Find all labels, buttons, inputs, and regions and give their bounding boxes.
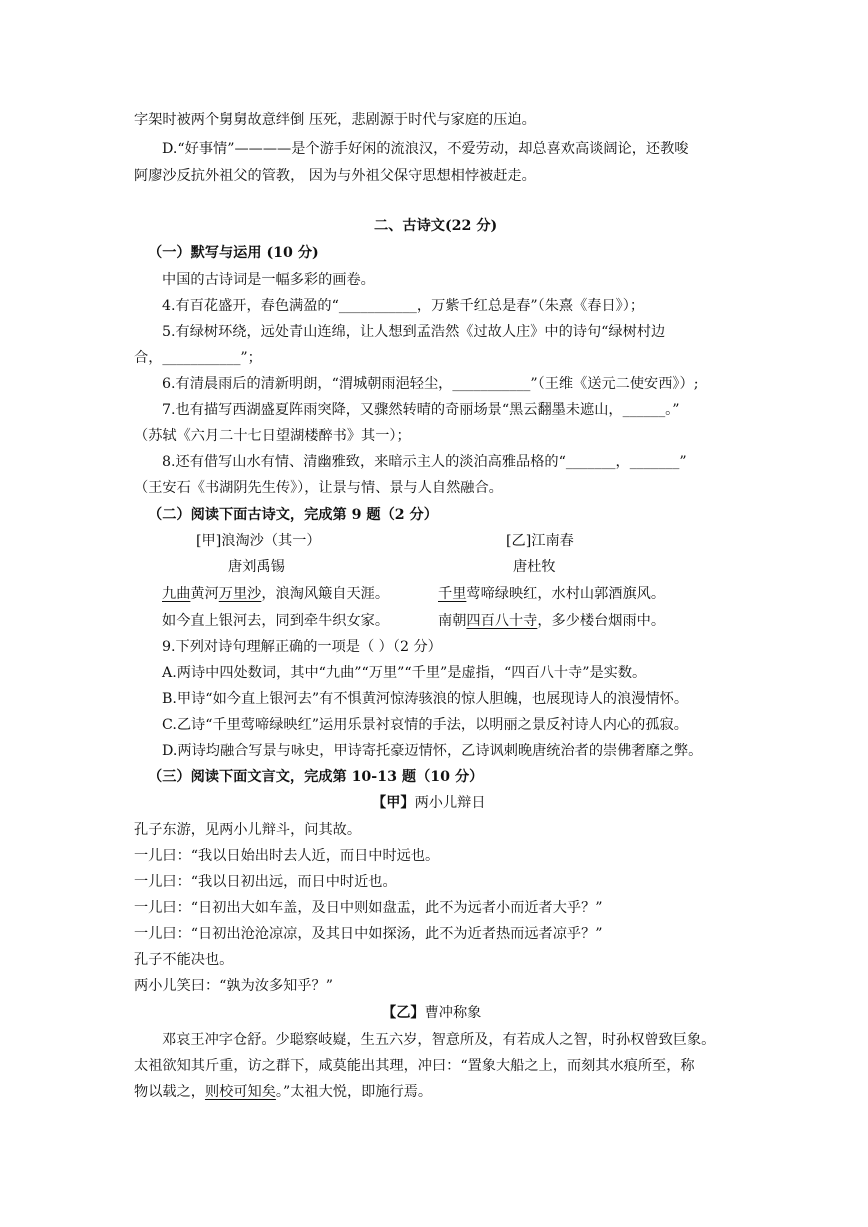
underlined-numeral: 千里 xyxy=(438,586,467,602)
text-b-line-3 xyxy=(134,1082,432,1102)
underlined-phrase: 则校可知矣 xyxy=(204,1084,276,1100)
text-a-mark: 【甲】 xyxy=(372,795,415,811)
text-a-line: 一儿曰：“我以日始出时去人近，而日中时远也。 xyxy=(134,848,440,864)
question-9: 9.下列对诗句理解正确的一项是（ ）（2 分） xyxy=(162,639,442,655)
underlined-numeral: 九曲 xyxy=(162,586,191,602)
option-a: A.两诗中四处数词，其中“九曲”“万里”“千里”是虚指，“四百八十寺”是实数。 xyxy=(162,665,647,681)
option-d: D.两诗均融合写景与咏史，甲诗寄托豪迈情怀，乙诗讽刺晚唐统治者的崇佛奢靡之弊。 xyxy=(162,743,703,759)
text-a-line: 一儿曰：“我以日初出远，而日中时近也。 xyxy=(134,874,397,890)
question-7-line-2: （苏轼《六月二十七日望湖楼醉书》其一）； xyxy=(134,428,411,444)
text-a-line: 孔子东游，见两小儿辩斗，问其故。 xyxy=(134,822,362,838)
underlined-numeral: 四百八十寺 xyxy=(466,613,538,629)
text-a-title-text: 两小儿辩日 xyxy=(414,795,486,811)
question-8-line-1: 8.还有借写山水有情、清幽雅致，来暗示主人的淡泊高雅品格的“_______，_______” xyxy=(162,454,687,470)
poem-b-line-1 xyxy=(438,584,665,604)
text-b-mark: 【乙】 xyxy=(382,1005,425,1021)
option-c: C.乙诗“千里莺啼绿映红”运用乐景衬哀情的手法，以明丽之景反衬诗人内心的孤寂。 xyxy=(162,717,688,733)
poem-text: ，浪淘风簸自天涯。 xyxy=(261,586,390,602)
text-a-line: 孔子不能决也。 xyxy=(134,952,234,968)
poem-text: 黄河 xyxy=(190,586,219,602)
option-d-line: D.“好事情”————是个游手好闲的流浪汉，不爱劳动，却总喜欢高谈阔论，还教唆 xyxy=(162,141,689,157)
question-5-line-2: 合，___________”； xyxy=(134,350,262,366)
question-7-line-1: 7.也有描写西湖盛夏阵雨突降，又骤然转晴的奇丽场景“黑云翻墨未遮山，______。” xyxy=(162,402,680,418)
continuation-line-1: 字架时被两个舅舅故意绊倒 压死，悲剧源于时代与家庭的压迫。 xyxy=(134,112,536,128)
part2-heading: （二）阅读下面古诗文，完成第 9 题（2 分） xyxy=(148,507,438,523)
section-title: 二、古诗文(22 分) xyxy=(374,218,498,234)
text-b-line-1: 邓哀王冲字仓舒。少聪察岐嶷，生五六岁，智意所及，有若成人之智，时孙权曾致巨象。 xyxy=(162,1032,716,1048)
question-4: 4.有百花盛开，春色满盈的“___________，万紫千红总是春”（朱熹《春日》）； xyxy=(162,298,645,314)
text-b-line-2: 太祖欲知其斤重，访之群下，咸莫能出其理，冲曰：“置象大船之上，而刻其水痕所至，称 xyxy=(134,1058,695,1074)
text-a-line: 一儿曰：“日初出大如车盖，及日中则如盘盂，此不为远者小而近者大乎？” xyxy=(134,900,603,916)
poem-a-author: 唐刘禹锡 xyxy=(228,559,285,575)
poem-text: 莺啼绿映红，水村山郭酒旗风。 xyxy=(466,586,666,602)
question-6: 6.有清晨雨后的清新明朗，“渭城朝雨浥轻尘，___________”（王维《送元二使安西》）; xyxy=(162,376,699,392)
continuation-line-3: 阿廖沙反抗外祖父的管教， 因为与外祖父保守思想相悖被赶走。 xyxy=(134,168,536,184)
poem-b-title: [乙]江南春 xyxy=(506,533,574,549)
poem-a-title: [甲]浪淘沙（其一） xyxy=(196,533,321,549)
underlined-numeral: 万里沙 xyxy=(218,586,262,602)
poem-b-line-2 xyxy=(438,611,665,631)
question-8-line-2: （王安石《书湖阴先生传》），让景与情、景与人自然融合。 xyxy=(134,480,503,496)
poem-text: ，多少楼台烟雨中。 xyxy=(537,613,666,629)
part1-heading: （一）默写与运用 (10 分) xyxy=(148,245,319,261)
text-b-title xyxy=(382,1003,481,1023)
text-a-line: 两小儿笑曰：“孰为汝多知乎？” xyxy=(134,978,333,994)
text-b-text: 。”太祖大悦，即施行焉。 xyxy=(275,1084,433,1100)
question-5-line-1: 5.有绿树环绕，远处青山连绵，让人想到孟浩然《过故人庄》中的诗句“绿树村边 xyxy=(162,324,666,340)
text-b-title-text: 曹冲称象 xyxy=(424,1005,482,1021)
text-a-title xyxy=(372,793,486,813)
poem-a-line-1 xyxy=(162,584,389,604)
option-b: B.甲诗“如今直上银河去”有不惧黄河惊涛骇浪的惊人胆魄，也展现诗人的浪漫情怀。 xyxy=(162,691,689,707)
text-a-line: 一儿曰：“日初出沧沧凉凉，及其日中如探汤，此不为近者热而远者凉乎？” xyxy=(134,926,603,942)
part1-intro: 中国的古诗词是一幅多彩的画卷。 xyxy=(162,272,375,288)
poem-b-author: 唐杜牧 xyxy=(513,559,556,575)
part3-heading: （三）阅读下面文言文，完成第 10-13 题（10 分） xyxy=(148,769,484,785)
poem-text: 南朝 xyxy=(438,613,467,629)
poem-a-line-2: 如今直上银河去，同到牵牛织女家。 xyxy=(162,613,390,629)
text-b-text: 物以载之， xyxy=(134,1084,205,1100)
